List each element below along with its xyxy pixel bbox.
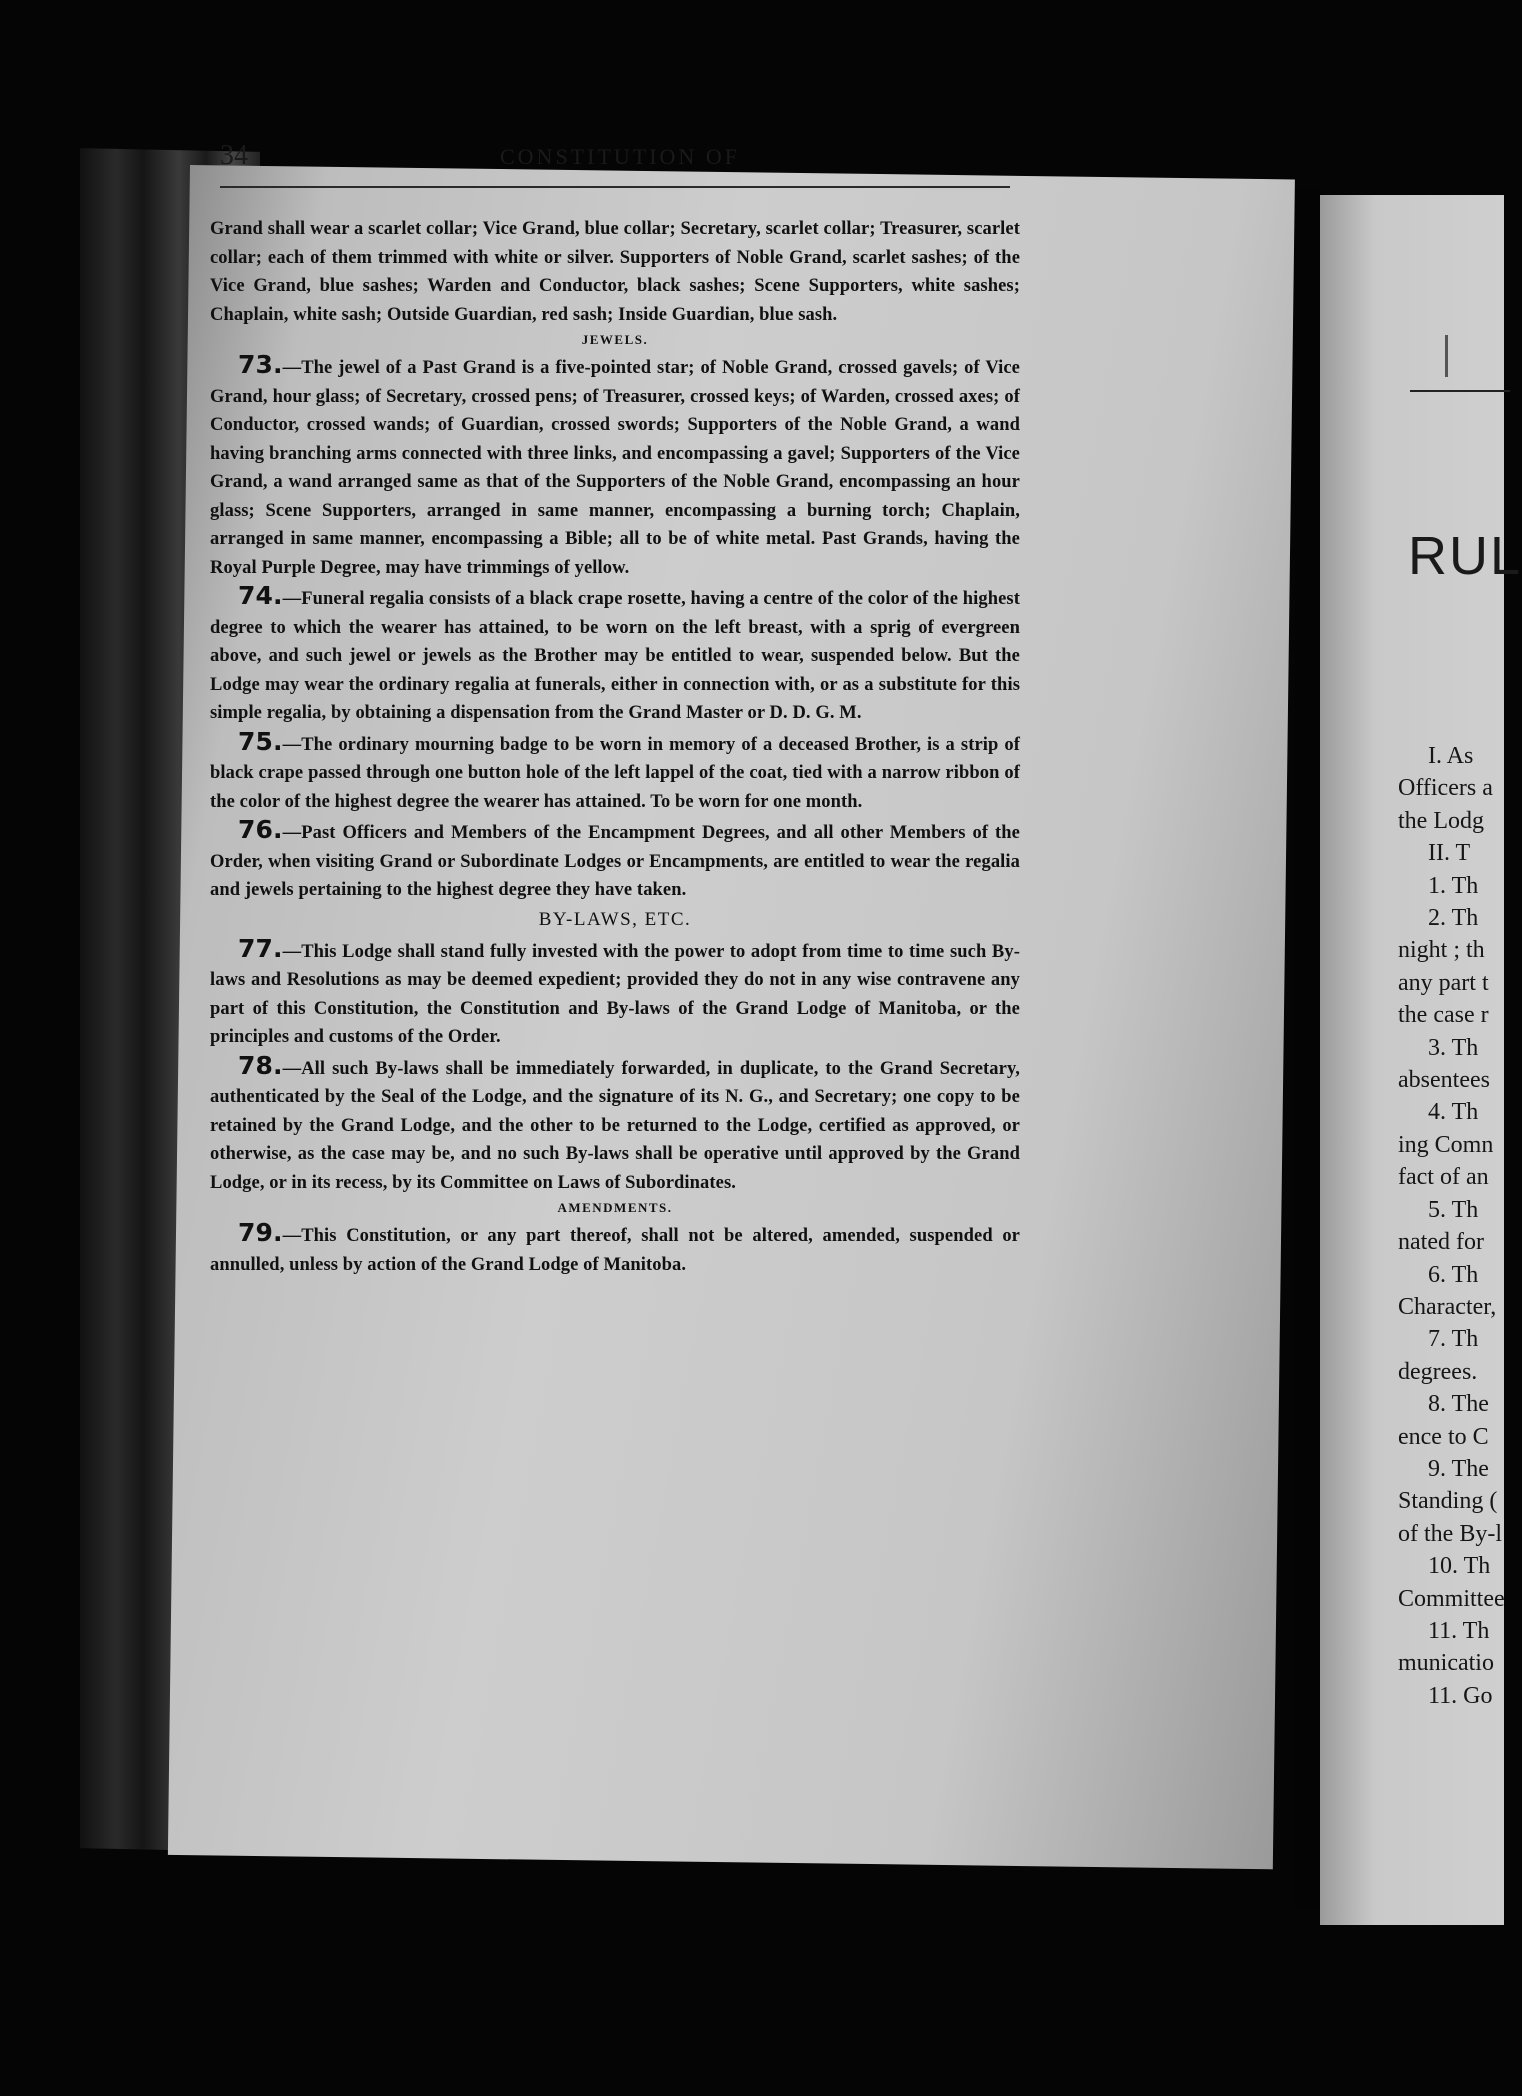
article-text: Grand shall wear a scarlet collar; Vice Grand, blue collar; Secretary, scarlet collar; Treasurer, scarlet collar; each of them trimmed with white or silver. Supporters of Noble Grand, scarlet sashes; of the Vice Grand, blue sashes; Warden and Conductor, black sashes; Scene Supporters, white sashes; Chaplain, white sash; Outside Guardian, red sash; Inside Guardian, blue sash.	[210, 219, 1020, 325]
right-page-line: ence to C	[1398, 1423, 1489, 1450]
header-rule	[220, 186, 1010, 188]
right-page-line: 2. Th	[1428, 905, 1479, 932]
right-page-line: ing Comn	[1398, 1131, 1494, 1158]
section-heading: BY-LAWS, ETC.	[538, 908, 692, 930]
article-paragraph	[210, 1052, 1020, 1198]
right-page-line: Committee	[1398, 1585, 1505, 1612]
right-page-line: the Lodg	[1398, 807, 1484, 834]
page-body	[210, 215, 1020, 1279]
right-page	[1320, 195, 1522, 1925]
right-page-line: 1. Th	[1428, 872, 1479, 899]
article-text: —The jewel of a Past Grand is a five-pointed star; of Noble Grand, crossed gavels; of Vice Grand, hour glass; of Secretary, crossed pens; of Treasurer, crossed keys; of Warden, crossed axes; of Conductor, crossed wands; of Guardian, crossed swords; Supporters of the Noble Grand, a wand having branching arms connected with three links, and encompassing a gavel; Supporters of the Vice Grand, a wand arranged same as that of the Supporters of the Noble Grand, encompassing an hour glass; Scene Supporters, arranged in same manner, encompassing a burning torch; Chaplain, arranged in same manner, encompassing a Bible; all to be of white metal. Past Grands, having the Royal Purple Degree, may have trimmings of yellow.	[210, 358, 1020, 578]
page-mark	[1445, 335, 1448, 377]
right-page-line: 11. Go	[1428, 1682, 1493, 1709]
right-header-rule	[1410, 390, 1510, 392]
article-text: —The ordinary mourning badge to be worn in memory of a deceased Brother, is a strip of black crape passed through one button hole of the left lappel of the coat, tied with a narrow ribbon of the color of the highest degree the wearer has attained. To be worn for one month.	[210, 734, 1020, 812]
right-page-line: degrees.	[1398, 1358, 1478, 1385]
right-page-line: nated for	[1398, 1229, 1484, 1256]
page-header	[220, 140, 1010, 190]
right-page-line: II. T	[1428, 840, 1471, 867]
article-text: —This Constitution, or any part thereof, shall not be altered, amended, suspended or annulled, unless by action of the Grand Lodge of Manitoba.	[210, 1226, 1020, 1275]
right-page-line: 9. The	[1428, 1455, 1489, 1482]
article-text: —This Lodge shall stand fully invested with the power to adopt from time to time such By-laws and Resolutions as may be deemed expedient; provided they do not in any wise contravene any part of this Constitution, the Constitution and By-laws of the Grand Lodge of Manitoba, or the principles and customs of the Order.	[210, 941, 1020, 1047]
section-heading: AMENDMENTS.	[557, 1200, 673, 1215]
article-text: —Past Officers and Members of the Encampment Degrees, and all other Members of the Order, when visiting Grand or Subordinate Lodges or Encampments, are entitled to wear the regalia and jewels pertaining to the highest degree they have taken.	[210, 823, 1020, 900]
right-page-line: 8. The	[1428, 1391, 1489, 1418]
right-page-line: Character,	[1398, 1293, 1497, 1320]
right-page-line: any part t	[1398, 969, 1489, 996]
section-heading: JEWELS.	[581, 332, 649, 347]
running-head: CONSTITUTION OF	[500, 144, 740, 169]
article-number: 78.	[238, 1050, 283, 1080]
right-page-line: 7. Th	[1428, 1326, 1479, 1353]
right-page-line: of the By-l	[1398, 1520, 1502, 1547]
article-paragraph	[210, 728, 1020, 817]
article-number: 76.	[238, 815, 283, 844]
article-paragraph	[210, 215, 1020, 329]
article-paragraph	[210, 582, 1020, 728]
right-page-lines	[1398, 740, 1518, 1712]
article-number: 75.	[238, 726, 283, 756]
right-page-line: the case r	[1398, 1002, 1489, 1029]
right-page-title: RUL	[1408, 526, 1522, 586]
article-number: 79.	[238, 1218, 283, 1247]
article-paragraph	[210, 816, 1020, 905]
page-number: 34	[220, 140, 248, 171]
article-number: 77.	[238, 933, 283, 963]
article-paragraph	[210, 351, 1020, 582]
right-page-line: 3. Th	[1428, 1034, 1479, 1061]
article-text: —All such By-laws shall be immediately forwarded, in duplicate, to the Grand Secretary, authenticated by the Seal of the Lodge, and the signature of its N. G., and Secretary; one copy to be retained by the Grand Lodge, and the other to be returned to the Lodge, certified as approved, or otherwise, as the case may be, and no such By-laws shall be operative until approved by the Grand Lodge, or in its recess, by its Committee on Laws of Subordinates.	[210, 1058, 1020, 1193]
right-page-line: Officers a	[1398, 775, 1493, 802]
right-page-line: Standing (	[1398, 1488, 1498, 1515]
right-page-line: I. As	[1428, 743, 1474, 769]
right-page-line: municatio	[1398, 1650, 1494, 1677]
right-page-line: 11. Th	[1428, 1617, 1490, 1644]
right-page-line: 5. Th	[1428, 1196, 1479, 1223]
right-page-line: fact of an	[1398, 1164, 1489, 1191]
right-page-line: night ; th	[1398, 937, 1485, 964]
right-page-line: 10. Th	[1428, 1553, 1491, 1580]
article-paragraph	[210, 1219, 1020, 1279]
article-number: 74.	[238, 581, 283, 610]
right-page-line: absentees	[1398, 1067, 1490, 1094]
article-text: —Funeral regalia consists of a black crape rosette, having a centre of the color of the highest degree to which the wearer has attained, to be worn on the left breast, with a sprig of evergreen above, and such jewel or jewels as the Brother may be entitled to wear, suspended below. But the Lodge may wear the ordinary regalia at funerals, either in connection with, or as a substitute for this simple regalia, by obtaining a dispensation from the Grand Master or D. D. G. M.	[210, 589, 1020, 723]
right-page-line: 6. Th	[1428, 1261, 1479, 1288]
article-paragraph	[210, 935, 1020, 1052]
article-number: 73.	[238, 350, 283, 379]
right-page-line: 4. Th	[1428, 1099, 1479, 1126]
